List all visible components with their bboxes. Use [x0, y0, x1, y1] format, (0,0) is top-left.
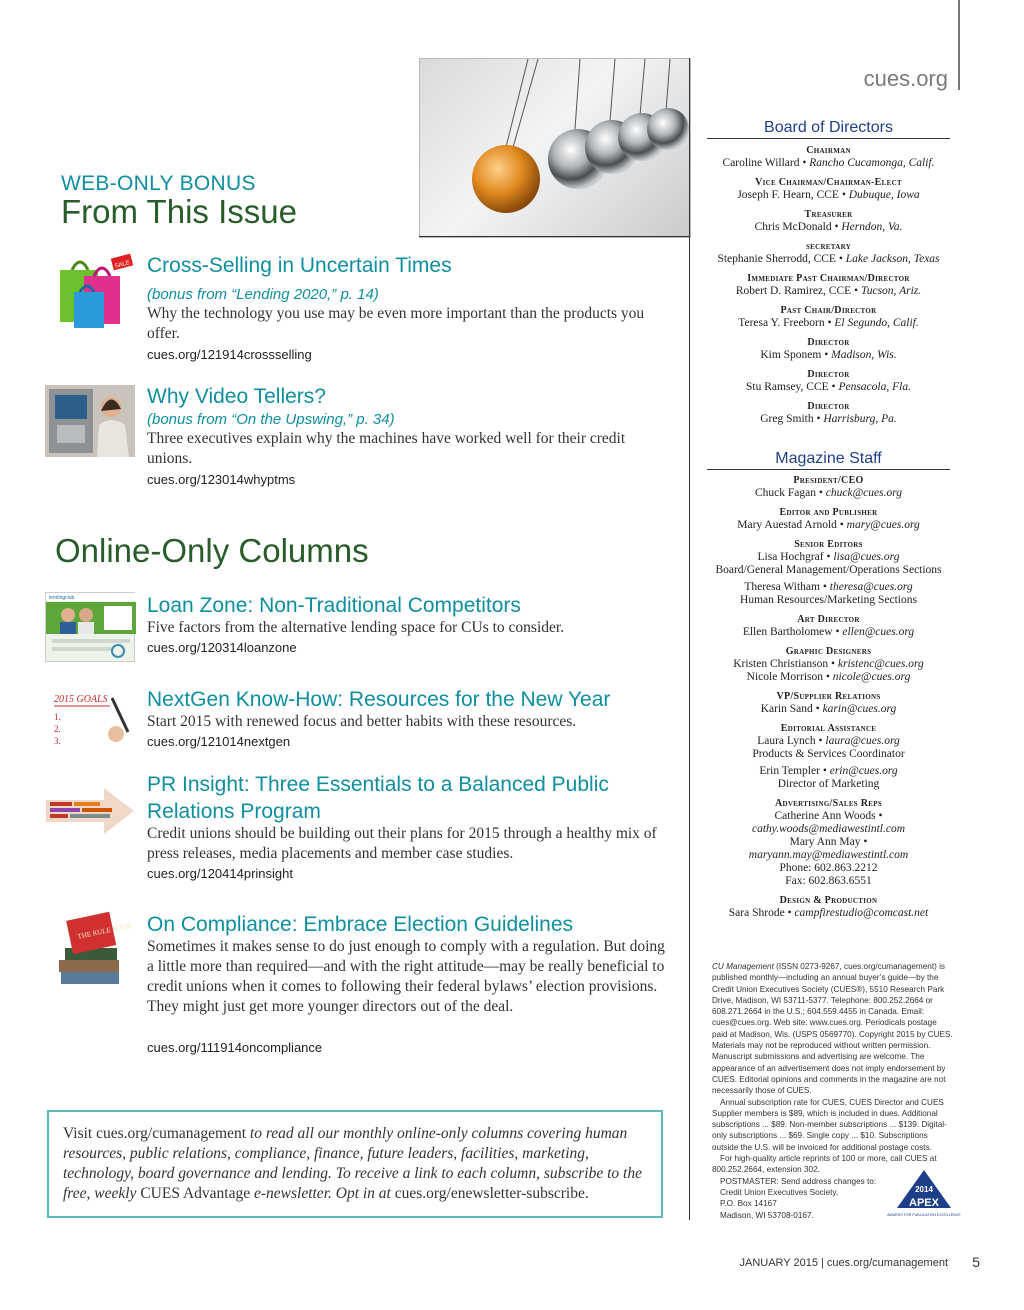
staff-list [707, 474, 950, 920]
subscription-info: Annual subscription rate for CUES, CUES Director and CUES Supplier members is $89, which is included in dues. Additional subscriptions ... $89. Non-member subscriptions ... $139. Digital-only subscriptions ... $69. Single copy ... $10. Subscriptions outside the U.S. will be invoiced for additional postage costs. [712, 1097, 947, 1152]
column-divider [689, 58, 690, 1220]
svg-text:lendingclub: lendingclub [49, 595, 75, 601]
article-description: Three executives explain why the machines have worked well for their credit unions. [147, 430, 626, 467]
svg-text:3.: 3. [54, 736, 61, 746]
article-link[interactable]: cues.org/123014whyptms [147, 472, 296, 487]
article-description: Credit unions should be building out their plans for 2015 through a healthy mix of press releases, media placements and member case studies. [147, 825, 657, 862]
bonus-kicker: WEB-ONLY BONUS [61, 172, 256, 195]
staff-entry: Advertising/Sales Reps Catherine Ann Woods • cathy.woods@mediawestintl.com Mary Ann May • maryann.may@mediawestintl.com Phone: 602.863.2212 Fax: 602.863.6551 [748, 798, 909, 887]
board-member: Immediate Past Chairman/Director Robert D. Ramirez, CCE • Tucson, Ariz. [735, 273, 922, 297]
hero-image-newtons-cradle [419, 58, 691, 238]
board-member: secretary Stephanie Sherrodd, CCE • Lake Jackson, Texas [717, 241, 940, 265]
article-title-on-compliance[interactable]: On Compliance: Embrace Election Guidelines [147, 913, 574, 936]
word-cloud-arrow-thumbnail [44, 786, 136, 836]
image-underline [419, 236, 690, 237]
staff-entry: Erin Templer • erin@cues.org Director of Marketing [759, 765, 898, 790]
staff-entry: Graphic Designers Kristen Christianson • kristenc@cues.org Nicole Morrison • nicole@cues.org [733, 646, 924, 683]
staff-heading-rule [707, 469, 950, 470]
board-member: Treasurer Chris McDonald • Herndon, Va. [754, 209, 903, 233]
publication-statement: CU Management (ISSN 0273-9267, cues.org/cumanagement) is published monthly—including an annual buyer’s guide—by the Credit Union Executives Society (CUES®), 5510 Research Park Drive, Madison, WI 53711-5377. Telephone: 800.252.2664 or 608.271.2664 in the U.S.; 604.559.4455 in Canada. Email: cues@cues.org. Web site: www.cues.org. Periodicals postage paid at Madison, Wis. (USPS 0569770). Copyright 2015 by CUES. Materials may not be reproduced without written permission. Manuscript submissions and advertising are welcome. The appearance of an advertisement does not imply endorsement by CUES. Editorial opinions and comments in the magazine are not necessarily those of CUES. [712, 962, 953, 1096]
visit-text: to read all our monthly online-only columns covering human resources, public relations, compliance, finance, future leaders, facilities, marketing, technology, board governance and lending. To receive a link to each column, subscribe to the free, weekly [63, 1125, 642, 1202]
article-link[interactable]: cues.org/121914crossselling [147, 347, 312, 362]
visit-link-cumanagement[interactable]: cues.org/cumanagement [96, 1125, 247, 1142]
board-member: Director Greg Smith • Harrisburg, Pa. [760, 401, 897, 425]
staff-entry: Editor and Publisher Mary Auestad Arnold • mary@cues.org [737, 507, 920, 531]
staff-entry: Art Director Ellen Bartholomew • ellen@cues.org [742, 614, 915, 638]
board-member: Vice Chairman/Chairman-Elect Joseph F. Hearn, CCE • Dubuque, Iowa [737, 177, 920, 201]
article-description: Why the technology you use may be even more important than the products you offer. [147, 305, 645, 342]
visit-text: e-newsletter. Opt in at [250, 1185, 395, 1202]
apex-award-logo [887, 1168, 961, 1222]
footer-issue-and-url: JANUARY 2015 | cues.org/cumanagement [739, 1257, 948, 1269]
newsletter-name: CUES Advantage [140, 1185, 251, 1202]
postmaster-info: POSTMASTER: Send address changes to: Credit Union Executives Society, P.O. Box 14167 Madison, WI 53708-0167. [720, 1176, 877, 1220]
article-title-nextgen[interactable]: NextGen Know-How: Resources for the New Year [147, 688, 611, 711]
svg-text:AWARDS FOR PUBLICATION EXCELLE: AWARDS FOR PUBLICATION EXCELLENCE [887, 1213, 961, 1217]
article-link[interactable]: cues.org/120414prinsight [147, 866, 293, 881]
staff-entry: VP/Supplier Relations Karin Sand • karin@cues.org [760, 691, 897, 715]
article-bonus-note: (bonus from “On the Upswing,” p. 34) [147, 411, 395, 428]
svg-text:2.: 2. [54, 724, 61, 734]
board-member: Director Kim Sponem • Madison, Wis. [760, 337, 897, 361]
visit-callout-box [47, 1110, 663, 1218]
board-heading: Board of Directors [764, 119, 893, 136]
loan-website-thumbnail [45, 592, 135, 662]
board-heading-rule [707, 138, 950, 139]
board-list [707, 144, 950, 426]
board-member: Chairman Caroline Willard • Rancho Cucamonga, Calif. [722, 145, 935, 169]
article-description: Five factors from the alternative lending space for CUs to consider. [147, 619, 565, 636]
shopping-bags-thumbnail [52, 252, 134, 330]
article-title-cross-selling[interactable]: Cross-Selling in Uncertain Times [147, 254, 452, 277]
article-link[interactable]: cues.org/111914oncompliance [147, 1040, 323, 1055]
reprints-info: For high-quality article reprints of 100 or more, call CUES at 800.252.2664, extension 302. [712, 1154, 937, 1175]
top-divider [958, 0, 960, 90]
svg-text:SALE: SALE [114, 260, 131, 270]
article-title-loan-zone[interactable]: Loan Zone: Non-Traditional Competitors [147, 594, 521, 617]
svg-text:2014: 2014 [915, 1185, 933, 1194]
rule-book-thumbnail [55, 912, 133, 992]
staff-heading: Magazine Staff [775, 450, 882, 467]
staff-entry: President/CEO Chuck Fagan • chuck@cues.org [754, 475, 903, 499]
article-bonus-note: (bonus from “Lending 2020,” p. 14) [147, 286, 379, 303]
visit-link-subscribe[interactable]: cues.org/enewsletter-subscribe. [394, 1185, 589, 1202]
article-description: Start 2015 with renewed focus and better habits with these resources. [147, 713, 577, 730]
bonus-title: From This Issue [61, 193, 297, 230]
article-title-video-tellers[interactable]: Why Video Tellers? [147, 385, 326, 408]
article-title-pr-insight[interactable]: PR Insight: Three Essentials to a Balanced Public Relations Program [147, 773, 609, 823]
svg-text:THE RULE BOOK: THE RULE BOOK [76, 921, 133, 941]
staff-entry: Theresa Witham • theresa@cues.org Human Resources/Marketing Sections [740, 581, 917, 606]
svg-text:1.: 1. [54, 712, 61, 722]
board-member: Past Chair/Director Teresa Y. Freeborn • El Segundo, Calif. [738, 305, 919, 329]
svg-text:APEX: APEX [909, 1197, 939, 1209]
article-link[interactable]: cues.org/120314loanzone [147, 640, 297, 655]
staff-entry: Editorial Assistance Laura Lynch • laura@cues.org Products & Services Coordinator [752, 723, 905, 760]
video-teller-thumbnail [45, 385, 135, 457]
online-columns-title: Online-Only Columns [55, 532, 369, 569]
visit-text: Visit [63, 1125, 97, 1142]
article-description: Sometimes it makes sense to do just enough to comply with a regulation. But doing a little more than required—and with the right attitude—may be really beneficial to credit unions when it comes to following their federal bylaws’ election provisions. They might just get more younger directors out of the deal. [147, 938, 665, 1015]
article-link[interactable]: cues.org/121014nextgen [147, 734, 291, 749]
board-member: Director Stu Ramsey, CCE • Pensacola, Fla. [746, 369, 911, 393]
staff-entry: Senior Editors Lisa Hochgraf • lisa@cues.org Board/General Management/Operations Sections [715, 539, 942, 576]
page-number: 5 [972, 1254, 980, 1270]
svg-text:2015 GOALS: 2015 GOALS [54, 694, 108, 705]
goals-list-thumbnail [50, 688, 130, 750]
site-name[interactable]: cues.org [863, 66, 948, 91]
newtons-cradle-illustration [420, 59, 690, 237]
staff-entry: Design & Production Sara Shrode • campfirestudio@comcast.net [728, 895, 929, 919]
